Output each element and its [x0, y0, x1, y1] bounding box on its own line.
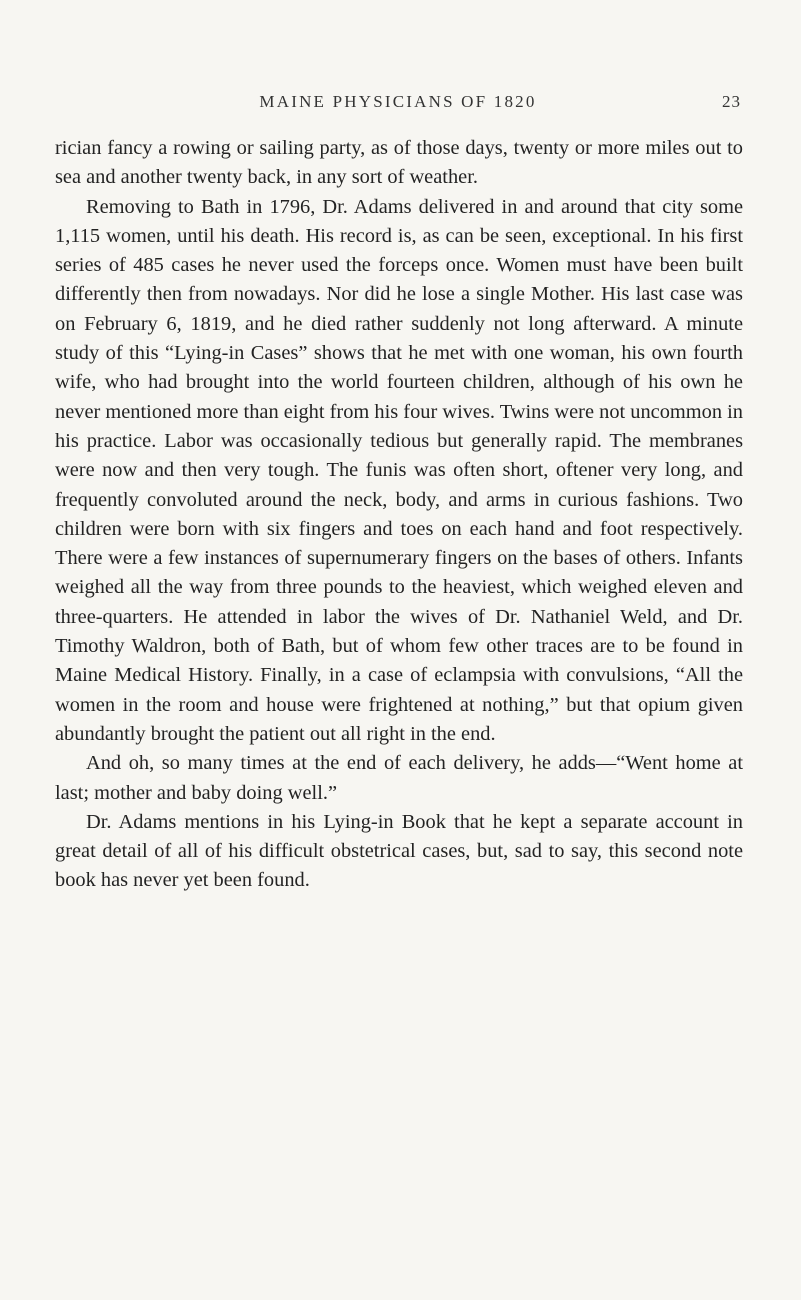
page-number: 23	[722, 92, 741, 111]
body-text	[55, 134, 743, 896]
paragraph: And oh, so many times at the end of each delivery, he adds—“Went home at last; mother and baby doing well.”	[55, 752, 743, 804]
running-title: MAINE PHYSICIANS OF 1820	[259, 92, 537, 111]
paragraph-continued: rician fancy a rowing or sailing party, as of those days, twenty or more miles out to sea and another twenty back, in any sort of weather.	[55, 137, 743, 189]
paragraph: Removing to Bath in 1796, Dr. Adams delivered in and around that city some 1,115 women, until his death. His record is, as can be seen, exceptional. In his first series of 485 cases he never used the forceps once. Women must have been built differently then from nowadays. Nor did he lose a single Mother. His last case was on February 6, 1819, and he died rather suddenly not long afterward. A minute study of this “Lying-in Cases” shows that he met with one woman, his own fourth wife, who had brought into the world fourteen children, although of his own he never mentioned more than eight from his four wives. Twins were not uncommon in his practice. Labor was occasionally tedious but generally rapid. The membranes were now and then very tough. The funis was often short, oftener very long, and frequently convoluted around the neck, body, and arms in curious fashions. Two children were born with six fingers and toes on each hand and foot respectively. There were a few instances of supernumerary fingers on the bases of others. Infants weighed all the way from three pounds to the heaviest, which weighed eleven and three-quarters. He attended in labor the wives of Dr. Nathaniel Weld, and Dr. Timothy Waldron, both of Bath, but of whom few other traces are to be found in Maine Medical History. Finally, in a case of eclampsia with convulsions, “All the women in the room and house were frightened at nothing,” but that opium given abundantly brought the patient out all right in the end.	[55, 195, 743, 745]
paragraph: Dr. Adams mentions in his Lying-in Book that he kept a separate account in great detail of all of his difficult obstetrical cases, but, sad to say, this second note book has never yet been found.	[55, 810, 743, 892]
running-head	[55, 92, 741, 116]
